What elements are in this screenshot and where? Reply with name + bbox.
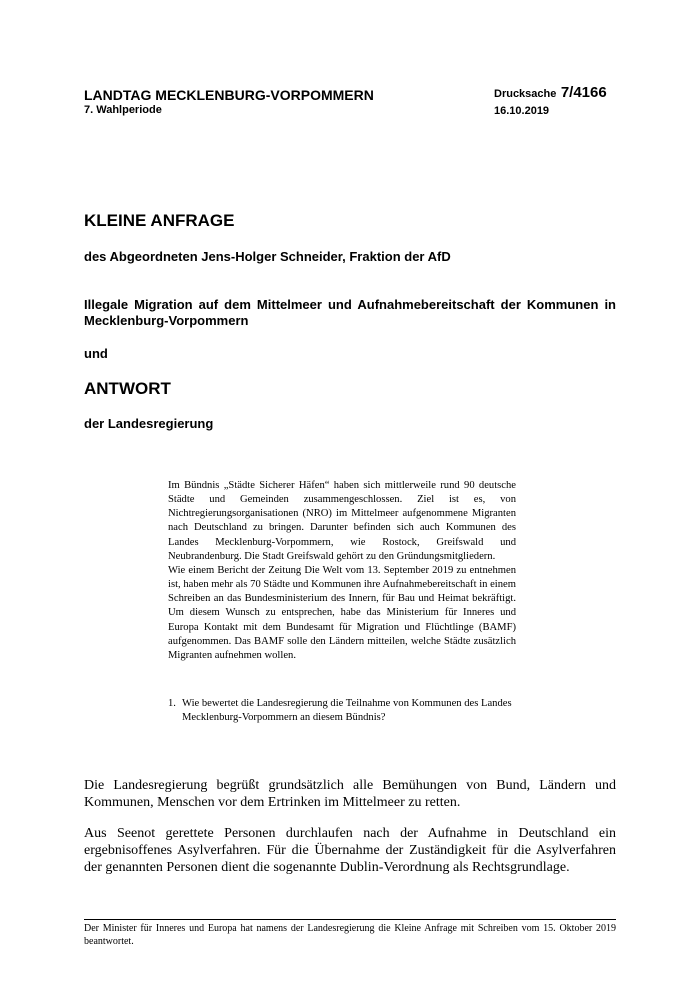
footnote: Der Minister für Inneres und Europa hat namens der Landesregierung die Kleine Anfrage mit Schreiben vom 15. Oktober 2019 beantwortet. — [84, 923, 616, 947]
preamble-paragraph-1: Im Bündnis „Städte Sicherer Häfen“ haben sich mittlerweile rund 90 deutsche Städte und Gemeinden zusammengeschlossen. Ziel ist es, von Nichtregierungsorganisationen (NRO) im Mittelmeer aufgenommene Migranten nach Deutschland zu bringen. Darunter befinden sich auch Kommunen des Landes Mecklenburg-Vorpommern, wie Rostock, Greifswald und Neubrandenburg. Die Stadt Greifswald gehört zu den Gründungsmitgliedern. — [168, 480, 516, 562]
preamble-paragraph-2: Wie einem Bericht der Zeitung Die Welt vom 13. September 2019 zu entnehmen ist, haben mehr als 70 Städte und Kommunen ihre Aufnahmebereitschaft in einem Schreiben an das Bundesministerium des Innern, für Bau und Heimat bekräftigt. Um diesem Wunsch zu entsprechen, habe das Ministerium für Inneres und Europa Kontakt mit dem Bundesamt für Migration und Flüchtlinge (BAMF) aufgenommen. Das BAMF solle den Ländern mitteilen, welche Städte zusätzlich Migranten aufnehmen wollen. — [168, 564, 516, 661]
parliament-name: LANDTAG MECKLENBURG-VORPOMMERN — [84, 87, 374, 103]
answer-by: der Landesregierung — [84, 416, 214, 431]
footnote-divider — [84, 919, 616, 920]
document-date: 16.10.2019 — [494, 105, 550, 117]
document-header-left — [84, 87, 484, 117]
answer-paragraph-1: Die Landesregierung begrüßt grundsätzlich alle Bemühungen von Bund, Ländern und Kommunen, Menschen vor dem Ertrinken im Mittelmeer zu retten. — [84, 778, 616, 810]
question-number: 1. — [168, 698, 176, 709]
inquiry-preamble — [168, 479, 516, 663]
answer-paragraph-2: Aus Seenot gerettete Personen durchlaufen nach der Aufnahme in Deutschland ein ergebnisoffenes Asylverfahren. Für die Übernahme der Zuständigkeit für die Asylverfahren der genannten Personen dient die sogenannte Dublin-Verordnung als Rechtsgrundlage. — [84, 826, 616, 875]
answer-heading: ANTWORT — [84, 379, 171, 398]
document-header-right — [494, 84, 634, 118]
legislative-period: 7. Wahlperiode — [84, 104, 162, 116]
drucksache-label: Drucksache — [494, 88, 557, 100]
connector-und: und — [84, 346, 108, 361]
document-type-heading: KLEINE ANFRAGE — [84, 211, 235, 230]
inquiry-title: Illegale Migration auf dem Mittelmeer und Aufnahmebereitschaft der Kommunen in Mecklenburg-Vorpommern — [84, 297, 616, 328]
drucksache-number: 7/4166 — [560, 84, 607, 101]
author-line: des Abgeordneten Jens-Holger Schneider, Fraktion der AfD — [84, 249, 451, 264]
question-text: Wie bewertet die Landesregierung die Teilnahme von Kommunen des Landes Mecklenburg-Vorpommern an diesem Bündnis? — [182, 698, 512, 724]
